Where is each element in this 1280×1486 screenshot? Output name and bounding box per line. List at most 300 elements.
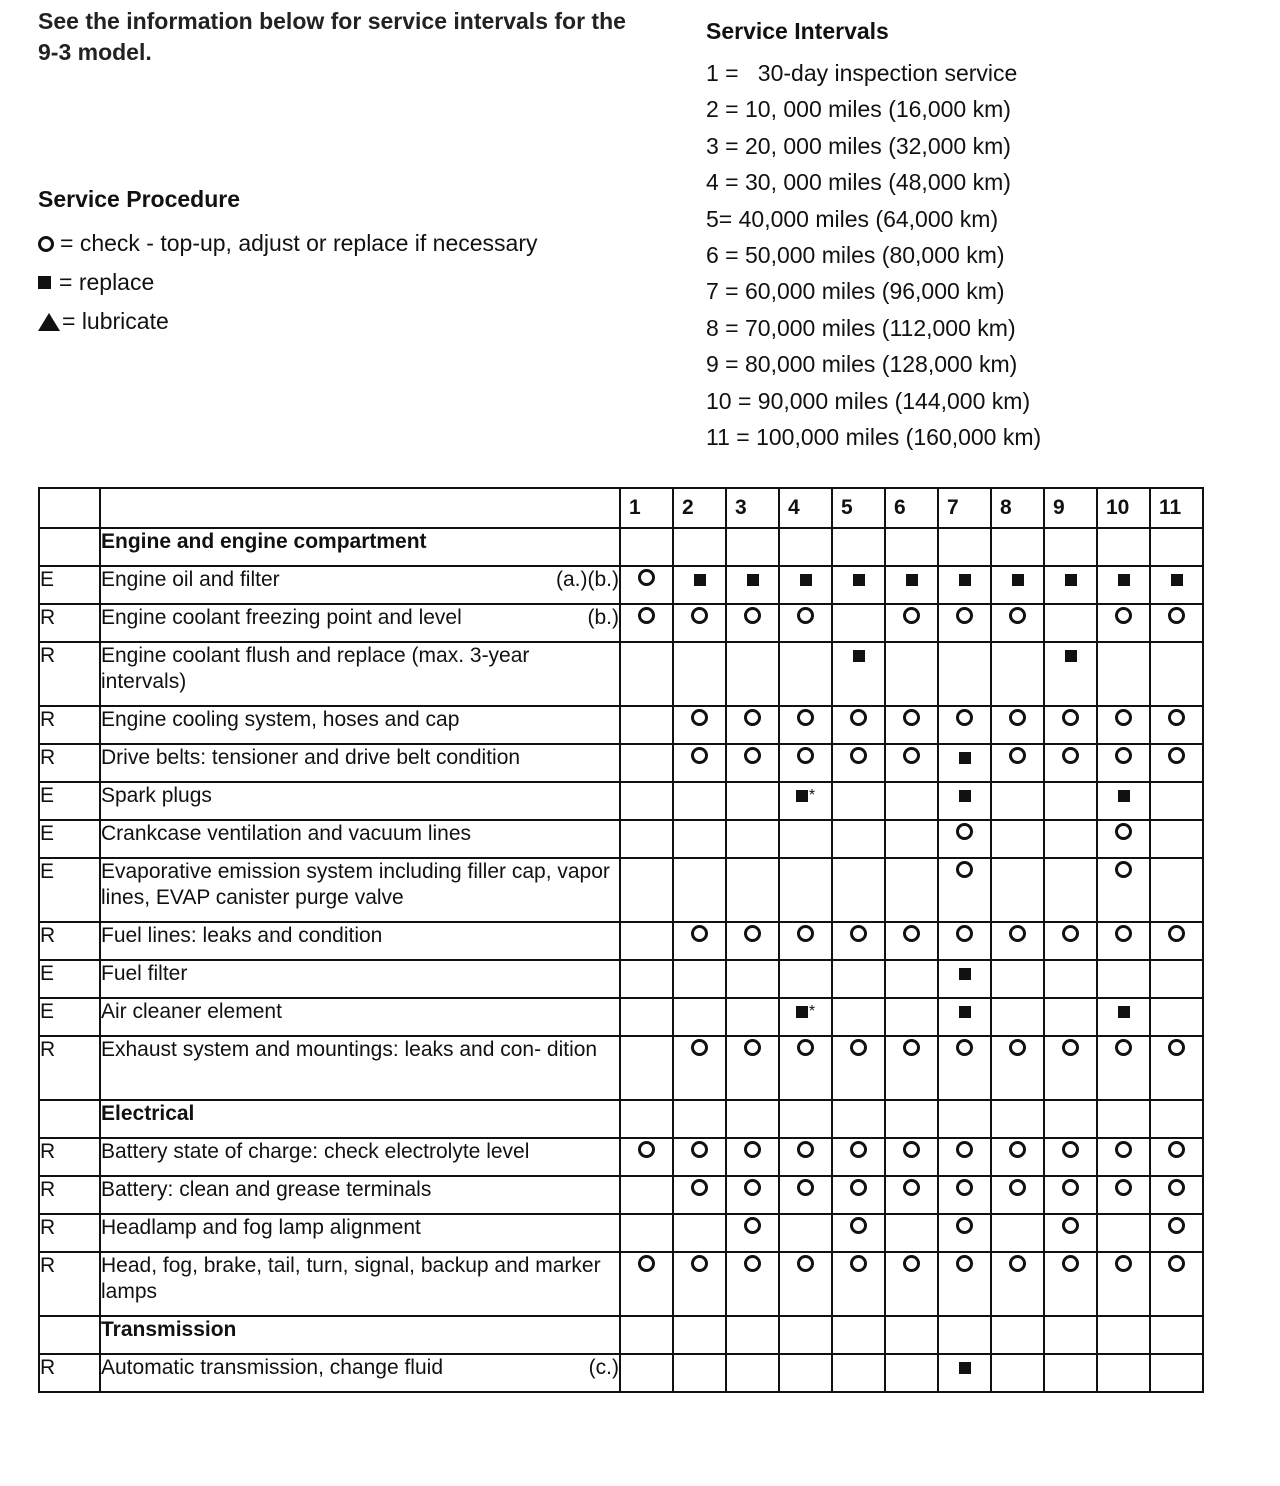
legend-replace-label: = replace	[59, 269, 155, 295]
check-circle-icon	[903, 925, 920, 942]
mark-cell	[938, 528, 991, 566]
item-note: (c.)	[588, 1356, 619, 1379]
mark-cell	[885, 1036, 938, 1100]
mark-cell	[991, 1100, 1044, 1138]
mark-cell	[620, 922, 673, 960]
mark-cell	[620, 604, 673, 642]
interval-column-header: 7	[938, 488, 991, 528]
check-circle-icon	[691, 607, 708, 624]
mark-cell	[1044, 528, 1097, 566]
replace-square-icon	[796, 790, 808, 802]
mark-cell	[1097, 1138, 1150, 1176]
mark-cell	[1150, 1316, 1203, 1354]
mark-cell	[1044, 1354, 1097, 1392]
mark-cell	[938, 1354, 991, 1392]
check-circle-icon	[744, 925, 761, 942]
check-circle-icon	[1115, 607, 1132, 624]
mark-cell	[620, 858, 673, 922]
mark-cell	[1044, 1252, 1097, 1316]
check-circle-icon	[956, 709, 973, 726]
table-row	[39, 858, 1203, 922]
mark-cell	[832, 922, 885, 960]
mark-cell	[779, 782, 832, 820]
code-cell: R	[39, 1176, 100, 1214]
check-circle-icon	[1062, 1039, 1079, 1056]
mark-cell	[885, 858, 938, 922]
check-circle-icon	[1062, 709, 1079, 726]
mark-cell	[885, 1138, 938, 1176]
interval-column-header: 6	[885, 488, 938, 528]
mark-cell	[779, 528, 832, 566]
code-cell: E	[39, 960, 100, 998]
mark-cell	[1044, 1100, 1097, 1138]
mark-cell	[726, 642, 779, 706]
replace-square-icon	[853, 574, 865, 586]
check-circle-icon	[903, 1039, 920, 1056]
code-cell: R	[39, 604, 100, 642]
mark-cell	[1150, 1100, 1203, 1138]
mark-cell	[726, 960, 779, 998]
check-circle-icon	[744, 1039, 761, 1056]
mark-cell	[885, 998, 938, 1036]
circle-icon	[38, 236, 54, 252]
service-schedule-table	[38, 487, 1204, 1393]
mark-cell	[938, 1036, 991, 1100]
check-circle-icon	[691, 1141, 708, 1158]
mark-cell	[832, 706, 885, 744]
item-label: Crankcase ventilation and vacuum lines	[101, 822, 472, 845]
replace-square-icon	[959, 752, 971, 764]
mark-cell	[832, 1354, 885, 1392]
mark-cell	[620, 566, 673, 604]
table-row	[39, 604, 1203, 642]
table-row	[39, 922, 1203, 960]
table-row	[39, 1214, 1203, 1252]
table-row	[39, 998, 1203, 1036]
item-label: Evaporative emission system including filler cap, vapor lines, EVAP canister purge valve	[101, 860, 610, 909]
check-circle-icon	[691, 1255, 708, 1272]
item-label: Spark plugs	[101, 784, 212, 807]
mark-cell	[885, 528, 938, 566]
table-row	[39, 744, 1203, 782]
mark-cell	[1097, 566, 1150, 604]
check-circle-icon	[903, 1179, 920, 1196]
check-circle-icon	[744, 709, 761, 726]
asterisk-mark: *	[808, 1003, 816, 1020]
check-circle-icon	[1168, 1255, 1185, 1272]
mark-cell	[938, 744, 991, 782]
check-circle-icon	[691, 925, 708, 942]
check-circle-icon	[956, 861, 973, 878]
replace-square-icon	[796, 1006, 808, 1018]
mark-cell	[779, 566, 832, 604]
check-circle-icon	[903, 607, 920, 624]
replace-square-icon	[694, 574, 706, 586]
item-cell	[100, 566, 620, 604]
interval-item: 1 = 30-day inspection service	[706, 60, 1018, 86]
replace-square-icon	[959, 1362, 971, 1374]
mark-cell	[779, 1036, 832, 1100]
item-label: Air cleaner element	[101, 1000, 282, 1023]
section-row	[39, 1316, 1203, 1354]
mark-cell	[673, 744, 726, 782]
mark-cell	[1097, 1316, 1150, 1354]
mark-cell	[1044, 1214, 1097, 1252]
code-cell: R	[39, 1354, 100, 1392]
item-cell	[100, 1036, 620, 1100]
legend-check-label: = check - top-up, adjust or replace if necessary	[60, 230, 538, 256]
mark-cell	[620, 1138, 673, 1176]
check-circle-icon	[903, 1141, 920, 1158]
mark-cell	[1097, 1176, 1150, 1214]
mark-cell	[1044, 858, 1097, 922]
interval-item: 6 = 50,000 miles (80,000 km)	[706, 242, 1005, 269]
check-circle-icon	[797, 709, 814, 726]
code-cell: R	[39, 922, 100, 960]
item-cell	[100, 922, 620, 960]
mark-cell	[726, 1036, 779, 1100]
interval-item: 11 = 100,000 miles (160,000 km)	[706, 424, 1042, 451]
mark-cell	[1150, 998, 1203, 1036]
interval-column-header: 4	[779, 488, 832, 528]
check-circle-icon	[903, 747, 920, 764]
mark-cell	[673, 1036, 726, 1100]
replace-square-icon	[800, 574, 812, 586]
item-cell	[100, 642, 620, 706]
check-circle-icon	[850, 747, 867, 764]
mark-cell	[991, 782, 1044, 820]
code-cell: R	[39, 1036, 100, 1100]
mark-cell	[779, 960, 832, 998]
mark-cell	[938, 604, 991, 642]
mark-cell	[1150, 744, 1203, 782]
mark-cell	[1150, 782, 1203, 820]
check-circle-icon	[1009, 1141, 1026, 1158]
check-circle-icon	[1168, 1179, 1185, 1196]
item-cell	[100, 1354, 620, 1392]
mark-cell	[885, 1354, 938, 1392]
mark-cell	[885, 820, 938, 858]
mark-cell	[1044, 566, 1097, 604]
check-circle-icon	[1062, 1217, 1079, 1234]
item-cell	[100, 1176, 620, 1214]
item-label: Engine cooling system, hoses and cap	[101, 708, 460, 731]
mark-cell	[726, 566, 779, 604]
interval-item: 4 = 30, 000 miles (48,000 km)	[706, 169, 1011, 196]
mark-cell	[1044, 820, 1097, 858]
mark-cell	[1097, 1100, 1150, 1138]
table-row	[39, 1176, 1203, 1214]
check-circle-icon	[850, 1179, 867, 1196]
check-circle-icon	[1115, 747, 1132, 764]
mark-cell	[620, 1036, 673, 1100]
check-circle-icon	[691, 1179, 708, 1196]
mark-cell	[673, 566, 726, 604]
mark-cell	[1150, 922, 1203, 960]
check-circle-icon	[691, 747, 708, 764]
mark-cell	[885, 782, 938, 820]
replace-square-icon	[1118, 790, 1130, 802]
mark-cell	[726, 744, 779, 782]
check-circle-icon	[1115, 1141, 1132, 1158]
item-cell	[100, 858, 620, 922]
intervals-title: Service Intervals	[706, 18, 889, 44]
mark-cell	[620, 1316, 673, 1354]
mark-cell	[1150, 528, 1203, 566]
interval-column-header: 2	[673, 488, 726, 528]
mark-cell	[938, 858, 991, 922]
mark-cell	[1150, 960, 1203, 998]
mark-cell	[1097, 782, 1150, 820]
mark-cell	[726, 1316, 779, 1354]
check-circle-icon	[797, 925, 814, 942]
mark-cell	[885, 706, 938, 744]
check-circle-icon	[1115, 861, 1132, 878]
mark-cell	[1150, 706, 1203, 744]
mark-cell	[779, 858, 832, 922]
mark-cell	[779, 998, 832, 1036]
item-label: Engine oil and filter	[101, 568, 280, 591]
table-row	[39, 782, 1203, 820]
check-circle-icon	[797, 1179, 814, 1196]
mark-cell	[726, 998, 779, 1036]
mark-cell	[673, 782, 726, 820]
mark-cell	[1097, 1252, 1150, 1316]
item-cell	[100, 782, 620, 820]
check-circle-icon	[956, 1179, 973, 1196]
check-circle-icon	[956, 1217, 973, 1234]
code-cell: R	[39, 744, 100, 782]
mark-cell	[779, 1176, 832, 1214]
table-row	[39, 1354, 1203, 1392]
mark-cell	[779, 642, 832, 706]
table-row	[39, 1036, 1203, 1100]
check-circle-icon	[1062, 925, 1079, 942]
code-cell	[39, 1316, 100, 1354]
interval-item: 5= 40,000 miles (64,000 km)	[706, 205, 999, 232]
check-circle-icon	[691, 1039, 708, 1056]
mark-cell	[938, 960, 991, 998]
interval-item: 10 = 90,000 miles (144,000 km)	[706, 387, 1031, 414]
mark-cell	[1044, 998, 1097, 1036]
legend-lubricate	[38, 302, 678, 341]
mark-cell	[938, 820, 991, 858]
check-circle-icon	[850, 1217, 867, 1234]
replace-square-icon	[1065, 650, 1077, 662]
mark-cell	[779, 604, 832, 642]
mark-cell	[832, 1252, 885, 1316]
code-cell	[39, 1100, 100, 1138]
mark-cell	[1150, 820, 1203, 858]
section-title: Electrical	[100, 1100, 620, 1138]
section-title: Engine and engine compartment	[100, 528, 620, 566]
mark-cell	[673, 706, 726, 744]
item-cell	[100, 820, 620, 858]
mark-cell	[673, 642, 726, 706]
mark-cell	[885, 922, 938, 960]
header-item-cell	[100, 488, 620, 528]
intro-text: See the information below for service intervals for the 9-3 model.	[38, 8, 626, 65]
mark-cell	[991, 858, 1044, 922]
asterisk-mark: *	[808, 787, 816, 804]
mark-cell	[673, 1316, 726, 1354]
check-circle-icon	[1168, 925, 1185, 942]
check-circle-icon	[1168, 1217, 1185, 1234]
interval-column-header: 9	[1044, 488, 1097, 528]
mark-cell	[620, 528, 673, 566]
code-cell: E	[39, 998, 100, 1036]
check-circle-icon	[850, 925, 867, 942]
item-label: Fuel lines: leaks and condition	[101, 924, 383, 947]
code-cell: E	[39, 782, 100, 820]
mark-cell	[1097, 1354, 1150, 1392]
check-circle-icon	[850, 1039, 867, 1056]
mark-cell	[1150, 1036, 1203, 1100]
item-cell	[100, 1138, 620, 1176]
mark-cell	[1150, 1138, 1203, 1176]
check-circle-icon	[850, 1141, 867, 1158]
service-procedure-legend	[38, 184, 678, 341]
check-circle-icon	[1115, 1255, 1132, 1272]
table-row	[39, 820, 1203, 858]
interval-column-header: 3	[726, 488, 779, 528]
interval-column-header: 1	[620, 488, 673, 528]
interval-column-header: 8	[991, 488, 1044, 528]
mark-cell	[726, 820, 779, 858]
mark-cell	[991, 706, 1044, 744]
item-cell	[100, 604, 620, 642]
mark-cell	[620, 998, 673, 1036]
procedure-title: Service Procedure	[38, 186, 241, 212]
check-circle-icon	[797, 1255, 814, 1272]
item-label: Battery: clean and grease terminals	[101, 1178, 432, 1201]
check-circle-icon	[797, 1039, 814, 1056]
check-circle-icon	[850, 709, 867, 726]
interval-item: 7 = 60,000 miles (96,000 km)	[706, 278, 1005, 305]
check-circle-icon	[638, 607, 655, 624]
mark-cell	[779, 1316, 832, 1354]
mark-cell	[779, 1354, 832, 1392]
interval-column-header: 10	[1097, 488, 1150, 528]
mark-cell	[620, 1100, 673, 1138]
mark-cell	[991, 1252, 1044, 1316]
mark-cell	[1150, 858, 1203, 922]
header-code-cell	[39, 488, 100, 528]
item-label: Fuel filter	[101, 962, 188, 985]
mark-cell	[832, 1138, 885, 1176]
mark-cell	[991, 604, 1044, 642]
check-circle-icon	[1062, 747, 1079, 764]
mark-cell	[938, 922, 991, 960]
mark-cell	[620, 960, 673, 998]
item-label: Engine coolant freezing point and level	[101, 606, 462, 629]
mark-cell	[832, 858, 885, 922]
section-row	[39, 528, 1203, 566]
mark-cell	[938, 1252, 991, 1316]
mark-cell	[885, 1316, 938, 1354]
item-label: Engine coolant flush and replace (max. 3-year intervals)	[101, 644, 530, 693]
mark-cell	[779, 820, 832, 858]
mark-cell	[832, 528, 885, 566]
replace-square-icon	[1012, 574, 1024, 586]
mark-cell	[726, 604, 779, 642]
item-cell	[100, 744, 620, 782]
mark-cell	[991, 820, 1044, 858]
mark-cell	[1097, 744, 1150, 782]
check-circle-icon	[1009, 1039, 1026, 1056]
mark-cell	[1097, 960, 1150, 998]
code-cell: R	[39, 1214, 100, 1252]
check-circle-icon	[744, 1255, 761, 1272]
mark-cell	[673, 858, 726, 922]
item-label: Automatic transmission, change fluid	[101, 1356, 443, 1379]
mark-cell	[1150, 1252, 1203, 1316]
mark-cell	[726, 1252, 779, 1316]
mark-cell	[726, 528, 779, 566]
mark-cell	[885, 642, 938, 706]
legend-check	[38, 224, 678, 263]
check-circle-icon	[903, 1255, 920, 1272]
check-circle-icon	[1009, 747, 1026, 764]
check-circle-icon	[1062, 1255, 1079, 1272]
check-circle-icon	[1168, 709, 1185, 726]
mark-cell	[1044, 642, 1097, 706]
check-circle-icon	[903, 709, 920, 726]
code-cell: E	[39, 820, 100, 858]
mark-cell	[991, 998, 1044, 1036]
mark-cell	[726, 1176, 779, 1214]
mark-cell	[779, 744, 832, 782]
mark-cell	[779, 706, 832, 744]
table-row	[39, 1252, 1203, 1316]
mark-cell	[1097, 820, 1150, 858]
table-row	[39, 960, 1203, 998]
mark-cell	[673, 1138, 726, 1176]
mark-cell	[938, 1100, 991, 1138]
check-circle-icon	[1168, 1141, 1185, 1158]
mark-cell	[673, 1100, 726, 1138]
mark-cell	[620, 744, 673, 782]
item-cell	[100, 998, 620, 1036]
code-cell: R	[39, 642, 100, 706]
mark-cell	[938, 566, 991, 604]
mark-cell	[832, 1176, 885, 1214]
item-label: Exhaust system and mountings: leaks and con- dition	[101, 1038, 598, 1061]
mark-cell	[779, 922, 832, 960]
service-intervals-legend	[706, 16, 1266, 455]
mark-cell	[832, 1316, 885, 1354]
mark-cell	[1097, 706, 1150, 744]
code-cell	[39, 528, 100, 566]
check-circle-icon	[797, 747, 814, 764]
mark-cell	[1044, 744, 1097, 782]
item-label: Head, fog, brake, tail, turn, signal, backup and marker lamps	[101, 1254, 601, 1303]
check-circle-icon	[1115, 823, 1132, 840]
mark-cell	[620, 820, 673, 858]
interval-item: 2 = 10, 000 miles (16,000 km)	[706, 96, 1011, 123]
mark-cell	[726, 1100, 779, 1138]
mark-cell	[673, 604, 726, 642]
mark-cell	[620, 1214, 673, 1252]
mark-cell	[1044, 706, 1097, 744]
mark-cell	[620, 1354, 673, 1392]
mark-cell	[832, 1036, 885, 1100]
mark-cell	[938, 1316, 991, 1354]
item-label: Battery state of charge: check electrolyte level	[101, 1140, 530, 1163]
item-label: Drive belts: tensioner and drive belt condition	[101, 746, 521, 769]
check-circle-icon	[744, 1141, 761, 1158]
mark-cell	[832, 566, 885, 604]
